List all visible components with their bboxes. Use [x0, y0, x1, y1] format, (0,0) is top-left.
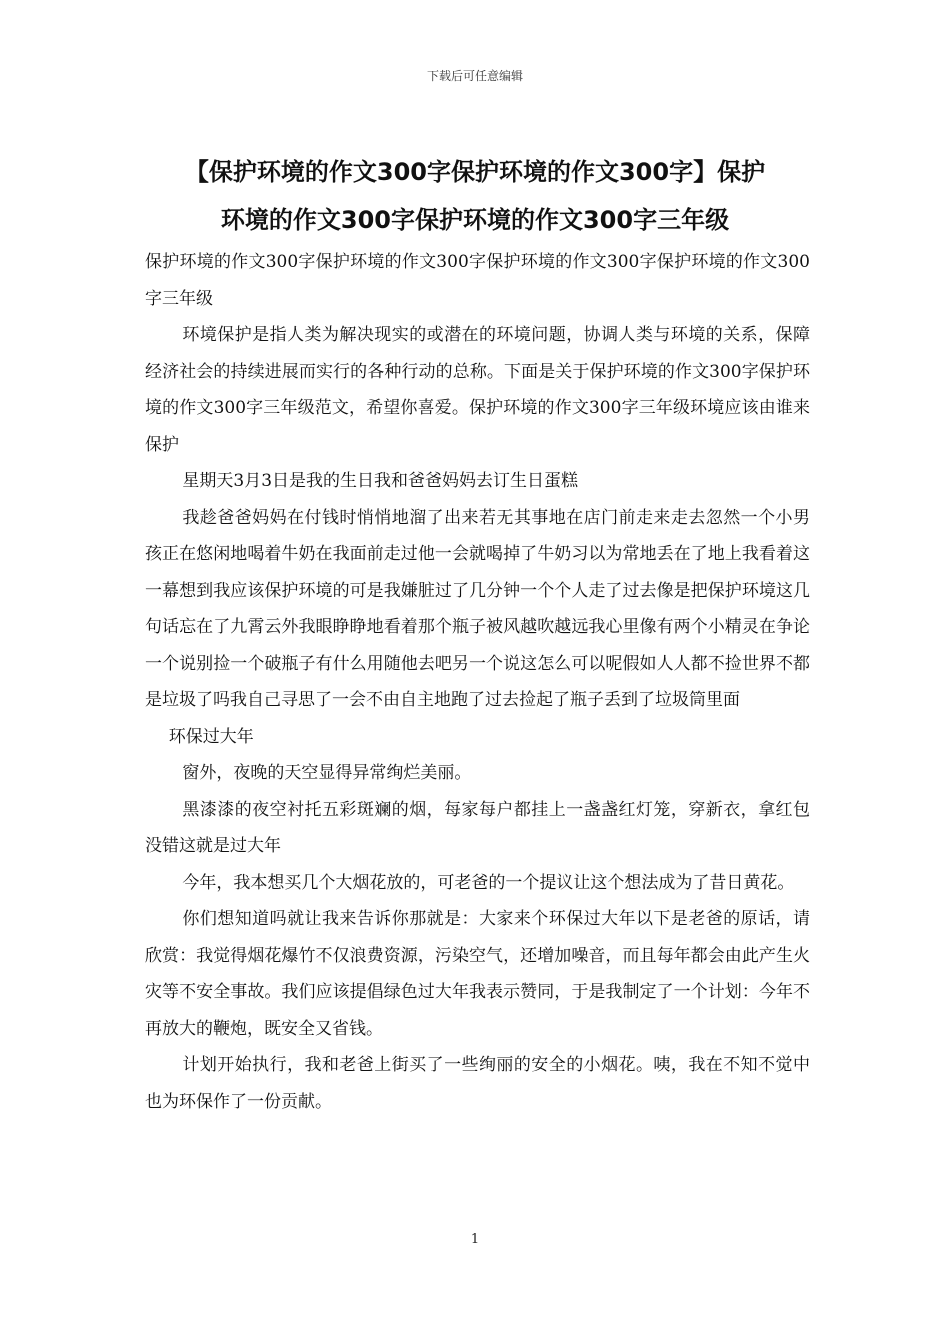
subtitle-paragraph: 保护环境的作文300字保护环境的作文300字保护环境的作文300字保护环境的作文300字三年级 [145, 252, 810, 309]
document-title [140, 148, 810, 244]
body-paragraph: 今年，我本想买几个大烟花放的，可老爸的一个提议让这个想法成为了昔日黄花。 [182, 872, 795, 893]
body-paragraph: 计划开始执行，我和老爸上街买了一些绚丽的安全的小烟花。咦，我在不知不觉中也为环保作了一份贡献。 [145, 1055, 810, 1112]
body-paragraph: 我趁爸爸妈妈在付钱时悄悄地溜了出来若无其事地在店门前走来走去忽然一个小男孩正在悠闲地喝着牛奶在我面前走过他一会就喝掉了牛奶习以为常地丢在了地上我看着这一幕想到我应该保护环境的可是我嫌脏过了几分钟一个个人走了过去像是把保护环境这几句话忘在了九霄云外我眼睁睁地看着那个瓶子被风越吹越远我心里像有两个小精灵在争论一个说别捡一个破瓶子有什么用随他去吧另一个说这怎么可以呢假如人人都不捡世界不都是垃圾了吗我自己寻思了一会不由自主地跑了过去捡起了瓶子丢到了垃圾筒里面 [145, 507, 810, 710]
section-heading: 环保过大年 [168, 726, 254, 747]
title-line-2: 环境的作文300字保护环境的作文300字三年级 [220, 206, 730, 234]
body-paragraph: 窗外，夜晚的天空显得异常绚烂美丽。 [182, 763, 472, 783]
title-line-1: 【保护环境的作文300字保护环境的作文300字】保护 [184, 158, 766, 186]
header-note: 下载后可任意编辑 [426, 69, 523, 83]
body-paragraph: 黑漆漆的夜空衬托五彩斑斓的烟，每家每户都挂上一盏盏红灯笼，穿新衣，拿红包没错这就是过大年 [145, 799, 810, 856]
body-paragraph: 星期天3月3日是我的生日我和爸爸妈妈去订生日蛋糕 [182, 471, 579, 491]
intro-paragraph: 环境保护是指人类为解决现实的或潜在的环境问题，协调人类与环境的关系，保障经济社会的持续进展而实行的各种行动的总称。下面是关于保护环境的作文300字保护环境的作文300字三年级范文，希望你喜爱。保护环境的作文300字三年级环境应该由谁来保护 [145, 325, 810, 455]
document-body [145, 244, 810, 1120]
body-paragraph: 你们想知道吗就让我来告诉你那就是：大家来个环保过大年以下是老爸的原话，请欣赏：我觉得烟花爆竹不仅浪费资源，污染空气，还增加噪音，而且每年都会由此产生火灾等不安全事故。我们应该提倡绿色过大年我表示赞同，于是我制定了一个计划：今年不再放大的鞭炮，既安全又省钱。 [145, 909, 810, 1039]
page-number: 1 [470, 1232, 480, 1247]
